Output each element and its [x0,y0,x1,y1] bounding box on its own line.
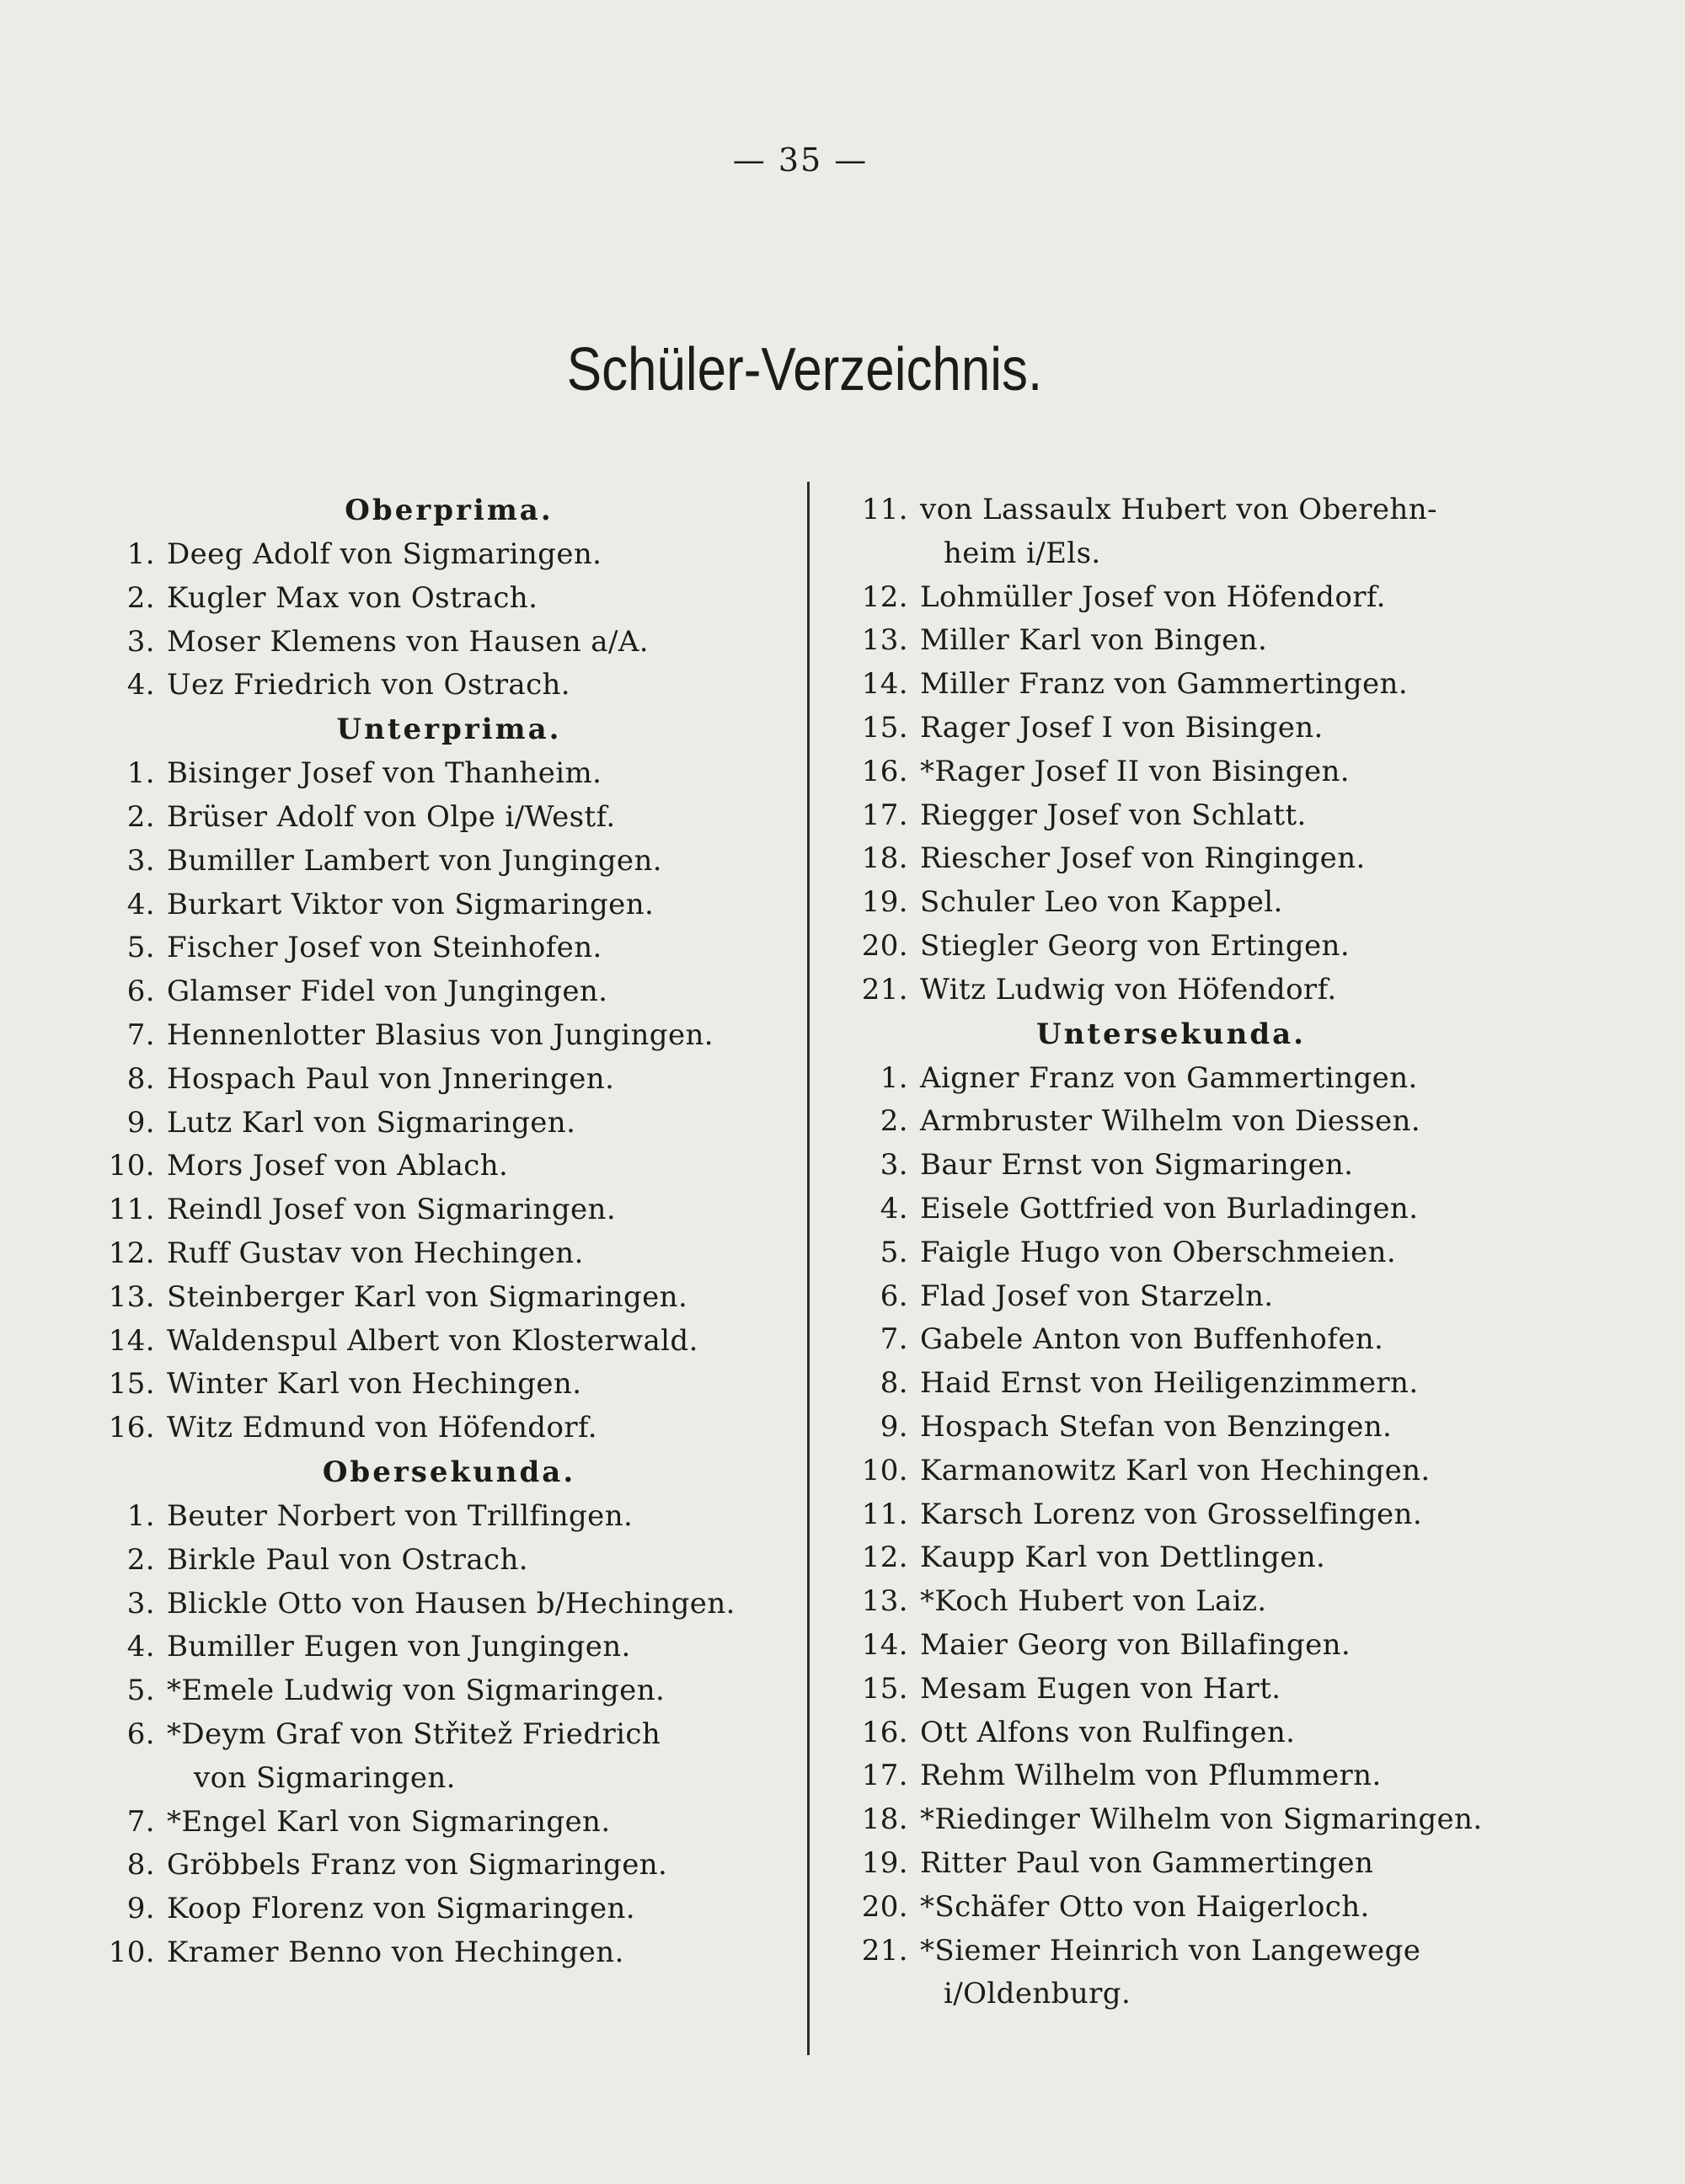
list-item [99,1626,841,1669]
entry-text: Deeg Adolf von Sigmaringen. [167,537,602,571]
entry-text: Lohmüller Josef von Höfendorf. [920,579,1386,614]
entry-number: 1. [880,1060,908,1095]
list-item [842,969,1525,1012]
list-item [99,1058,841,1102]
entry-text-block [167,1320,841,1364]
list-item [842,1798,1525,1842]
entry-text: *Emele Ludwig von Sigmaringen. [167,1674,666,1708]
entry-text: Hospach Paul von Jnneringen. [167,1061,615,1096]
list-item [99,1713,841,1801]
entry-text-block [167,1145,841,1188]
entry-text: Brüser Adolf von Olpe i/Westf. [167,799,616,834]
entry-number: 2. [126,580,155,615]
list-item [842,1318,1525,1362]
entry-text: Waldenspul Albert von Klosterwald. [167,1323,698,1358]
entry-text-block [920,1536,1525,1580]
entry-text: Maier Georg von Billafingen. [920,1627,1351,1662]
entry-text-block [167,1495,841,1539]
entry-text-block [167,1713,841,1801]
entry-text-block [920,1754,1525,1798]
list-item [99,926,841,970]
entry-number: 16. [861,1715,908,1749]
entry-number: 15. [861,710,908,745]
entry-text: Bisinger Josef von Thanheim. [167,756,602,791]
entry-number: 5. [126,931,155,965]
entry-number: 10. [108,1935,155,1969]
list-item [842,794,1525,838]
entry-number: 3. [126,624,155,659]
list-item [842,663,1525,707]
list-item [99,1844,841,1888]
entry-number: 20. [861,928,908,963]
list-item [842,1100,1525,1144]
entry-number: 6. [126,1717,155,1751]
list-item [842,925,1525,969]
entry-text: Uez Friedrich von Ostrach. [167,668,571,702]
entry-text-block [167,1669,841,1713]
entry-text: Miller Karl von Bingen. [920,623,1268,658]
entry-text-block [920,881,1525,925]
entry-text: Karmanowitz Karl von Hechingen. [920,1453,1431,1487]
entry-text-block [920,1275,1525,1319]
entry-text: Miller Franz von Gammertingen. [920,667,1409,702]
page-title: Schüler-Verzeichnis. [566,336,1043,403]
entry-text-block [920,837,1525,881]
list-item [842,1754,1525,1798]
entry-text: Rager Josef I von Bisingen. [920,710,1324,745]
entry-number: 2. [126,1542,155,1577]
entry-number: 1. [126,1498,155,1533]
entry-number: 7. [126,1017,155,1052]
entry-text-block [920,1100,1525,1144]
entry-text-block [920,1450,1525,1493]
entry-text-block [167,970,841,1014]
entry-number: 11. [861,493,908,526]
entry-text-block [167,621,841,665]
entry-text: Blickle Otto von Hausen b/Hechingen. [167,1586,736,1621]
entry-text-block [167,1276,841,1320]
entry-text-block [167,1626,841,1669]
entry-text-block [920,1842,1525,1886]
list-item [842,1493,1525,1537]
entry-number: 14. [861,667,908,702]
entry-text-block [920,1057,1525,1101]
list-item [99,664,841,708]
entry-text-block [167,1539,841,1583]
list-item [99,1888,841,1931]
entry-text-block [920,1886,1525,1930]
entry-number: 17. [861,798,908,832]
list-item [842,707,1525,750]
entry-text: Fischer Josef von Steinhofen. [167,931,602,965]
page-number: — 35 — [732,142,869,179]
entry-number: 8. [880,1366,908,1401]
entry-text-block [920,1930,1525,2017]
list-item [99,796,841,840]
entry-number: 1. [126,537,155,571]
entry-text-block [920,969,1525,1012]
entry-text: Stiegler Georg von Ertingen. [920,928,1351,963]
entry-number: 6. [880,1279,908,1313]
entry-text: Ruff Gustav von Hechingen. [167,1236,584,1270]
list-item [842,881,1525,925]
entry-text: Ott Alfons von Rulfingen. [920,1715,1296,1749]
entry-number: 18. [861,1802,908,1837]
list-item [842,1275,1525,1319]
entry-text-block [167,1931,841,1975]
list-item [842,750,1525,794]
entry-text-block [167,1801,841,1845]
entry-number: 11. [861,1497,908,1531]
list-item [99,1407,841,1450]
list-item [99,621,841,665]
entry-text: Witz Ludwig von Höfendorf. [920,972,1337,1007]
entry-text-block [920,576,1525,620]
list-item [842,1930,1525,2017]
entry-text-block [167,533,841,577]
list-item [842,1624,1525,1668]
entry-text-block [167,840,841,884]
entry-text: Baur Ernst von Sigmaringen. [920,1148,1354,1183]
entry-text-block [167,1058,841,1102]
entry-number: 4. [126,887,155,921]
entry-text: Steinberger Karl von Sigmaringen. [167,1279,688,1314]
entry-text-continuation: heim i/Els. [944,536,1101,570]
entry-text: *Rager Josef II von Bisingen. [920,754,1350,788]
list-item [842,619,1525,663]
list-item [99,1583,841,1626]
entry-text-block [167,752,841,796]
entry-number: 18. [861,841,908,876]
entry-number: 5. [126,1674,155,1708]
entry-text-block [167,926,841,970]
entry-text: Bumiller Lambert von Jungingen. [167,843,662,878]
entry-number: 21. [861,1933,908,1968]
entry-number: 4. [126,1630,155,1664]
entry-text-block [167,577,841,621]
entry-number: 16. [861,754,908,788]
entry-number: 8. [126,1848,155,1882]
list-item [842,1711,1525,1755]
left-column [99,489,841,1975]
entry-text-block [920,1711,1525,1755]
entry-text-continuation: von Sigmaringen. [194,1760,456,1795]
entry-number: 8. [126,1061,155,1096]
entry-text-block [920,1318,1525,1362]
entry-number: 2. [880,1104,908,1139]
entry-number: 9. [126,1892,155,1926]
entry-text-block [920,1406,1525,1450]
entry-text-block [920,925,1525,969]
entry-text-block [167,1407,841,1450]
entry-text-block [920,1493,1525,1537]
entry-text: Schuler Leo von Kappel. [920,885,1283,920]
right-column [842,489,1525,2016]
entry-number: 10. [108,1149,155,1183]
entry-text: Armbruster Wilhelm von Diessen. [920,1104,1421,1139]
list-item [842,1842,1525,1886]
entry-text: Winter Karl von Hechingen. [167,1367,582,1402]
entry-text-block [920,794,1525,838]
entry-text: Kaupp Karl von Dettlingen. [920,1541,1326,1575]
list-item [99,970,841,1014]
entry-text: Mors Josef von Ablach. [167,1149,509,1183]
entry-text: Lutz Karl von Sigmaringen. [167,1105,576,1140]
entry-text: Faigle Hugo von Oberschmeien. [920,1235,1397,1269]
entry-number: 15. [861,1671,908,1706]
list-item [99,1102,841,1145]
list-item [99,1145,841,1188]
entry-text-block [920,1362,1525,1406]
entry-number: 4. [880,1191,908,1225]
entry-text: Glamser Fidel von Jungingen. [167,975,608,1009]
entry-text: Karsch Lorenz von Grosselfingen. [920,1497,1423,1531]
list-item [99,1539,841,1583]
entry-text: Hennenlotter Blasius von Jungingen. [167,1017,714,1052]
entry-number: 11. [108,1193,155,1227]
entry-number: 5. [880,1235,908,1269]
entry-text: Flad Josef von Starzeln. [920,1279,1274,1313]
entry-text: Witz Edmund von Höfendorf. [167,1411,597,1445]
list-item [842,489,1525,576]
list-item [842,1406,1525,1450]
entry-text: Beuter Norbert von Trillfingen. [167,1498,634,1533]
entry-number: 3. [126,843,155,878]
entry-number: 13. [108,1279,155,1314]
list-item [99,1276,841,1320]
list-item [99,840,841,884]
entry-text: Riegger Josef von Schlatt. [920,798,1307,832]
entry-number: 15. [108,1367,155,1402]
list-item [99,533,841,577]
entry-text: Reindl Josef von Sigmaringen. [167,1193,617,1227]
list-item [99,1188,841,1232]
entry-text: Koop Florenz von Sigmaringen. [167,1892,635,1926]
entry-text-block [920,1798,1525,1842]
entry-number: 20. [861,1889,908,1924]
list-item [842,1057,1525,1101]
entry-number: 16. [108,1411,155,1445]
entry-text: Bumiller Eugen von Jungingen. [167,1630,631,1664]
entry-text-block [920,489,1525,576]
list-item [842,1668,1525,1711]
list-item [842,1450,1525,1493]
entry-text: Ritter Paul von Gammertingen [920,1845,1374,1880]
entry-text-block [920,707,1525,750]
entry-text-block [167,796,841,840]
list-item [99,1931,841,1975]
entry-number: 14. [108,1323,155,1358]
list-item [842,1536,1525,1580]
entry-text: Moser Klemens von Hausen a/A. [167,624,649,659]
list-item [842,576,1525,620]
entry-text: Aigner Franz von Gammertingen. [920,1060,1418,1095]
entry-text-block [920,619,1525,663]
entry-text-block [167,1188,841,1232]
section-heading: Untersekunda. [1035,1017,1307,1051]
list-item [99,1801,841,1845]
entry-number: 7. [880,1322,908,1357]
entry-number: 19. [861,885,908,920]
entry-text-block [920,1231,1525,1275]
entry-number: 1. [126,756,155,791]
entry-number: 12. [861,579,908,614]
list-item [99,1320,841,1364]
entry-number: 12. [861,1541,908,1575]
entry-text-block [167,1232,841,1276]
entry-number: 12. [108,1236,155,1270]
entry-text-block [167,1844,841,1888]
list-item [99,1669,841,1713]
entry-text: Kugler Max von Ostrach. [167,580,538,615]
list-item [842,1231,1525,1275]
list-item [842,1886,1525,1930]
entry-text-block [167,1102,841,1145]
entry-number: 17. [861,1759,908,1793]
list-item [99,1014,841,1058]
entry-number: 9. [126,1105,155,1140]
entry-text: *Riedinger Wilhelm von Sigmaringen. [920,1802,1483,1837]
list-item [842,1362,1525,1406]
entry-number: 4. [126,668,155,702]
entry-text-block [167,1014,841,1058]
entry-number: 3. [126,1586,155,1621]
entry-text-block [920,750,1525,794]
section-heading: Obersekunda. [322,1455,576,1489]
entry-text-block [920,1144,1525,1188]
entry-text: Haid Ernst von Heiligenzimmern. [920,1366,1419,1401]
entry-number: 19. [861,1845,908,1880]
entry-text-continuation: i/Oldenburg. [944,1977,1131,2011]
list-item [99,577,841,621]
entry-number: 9. [880,1409,908,1444]
list-item [842,1144,1525,1188]
entry-text-block [167,664,841,708]
entry-text: Gabele Anton von Buffenhofen. [920,1322,1384,1357]
entry-text: von Lassaulx Hubert von Oberehn- [920,493,1437,526]
entry-number: 2. [126,799,155,834]
list-item [99,1232,841,1276]
entry-text: *Engel Karl von Sigmaringen. [167,1804,611,1839]
section-heading: Oberprima. [345,494,554,527]
entry-text-block [920,1580,1525,1624]
entry-text-block [920,1624,1525,1668]
entry-number: 6. [126,975,155,1009]
entry-number: 14. [861,1627,908,1662]
list-item [842,1188,1525,1231]
entry-text: Birkle Paul von Ostrach. [167,1542,528,1577]
entry-text-block [920,663,1525,707]
entry-text-block [167,1363,841,1407]
entry-text: Rehm Wilhelm von Pflummern. [920,1759,1382,1793]
list-item [842,837,1525,881]
entry-text: *Koch Hubert von Laiz. [920,1584,1267,1619]
entry-text: *Siemer Heinrich von Langewege [920,1933,1421,1968]
entry-text: Kramer Benno von Hechingen. [167,1935,624,1969]
list-item [99,1495,841,1539]
entry-number: 7. [126,1804,155,1839]
entry-number: 3. [880,1148,908,1183]
entry-text: Mesam Eugen von Hart. [920,1671,1281,1706]
entry-text-block [920,1668,1525,1711]
section-heading: Unterprima. [336,713,562,747]
entry-number: 13. [861,1584,908,1619]
list-item [99,1363,841,1407]
entry-text: Burkart Viktor von Sigmaringen. [167,887,655,921]
entry-text-block [167,884,841,927]
list-item [99,884,841,927]
entry-text: *Deym Graf von Střitež Friedrich [167,1717,661,1751]
entry-text: Hospach Stefan von Benzingen. [920,1409,1393,1444]
entry-number: 13. [861,623,908,658]
entry-text: Eisele Gottfried von Burladingen. [920,1191,1419,1225]
entry-text: Gröbbels Franz von Sigmaringen. [167,1848,668,1882]
list-item [99,752,841,796]
entry-text: Riescher Josef von Ringingen. [920,841,1366,876]
entry-text-block [920,1188,1525,1231]
list-item [842,1580,1525,1624]
entry-number: 10. [861,1453,908,1487]
entry-text-block [167,1888,841,1931]
entry-text: *Schäfer Otto von Haigerloch. [920,1889,1370,1924]
entry-text-block [167,1583,841,1626]
entry-number: 21. [861,972,908,1007]
